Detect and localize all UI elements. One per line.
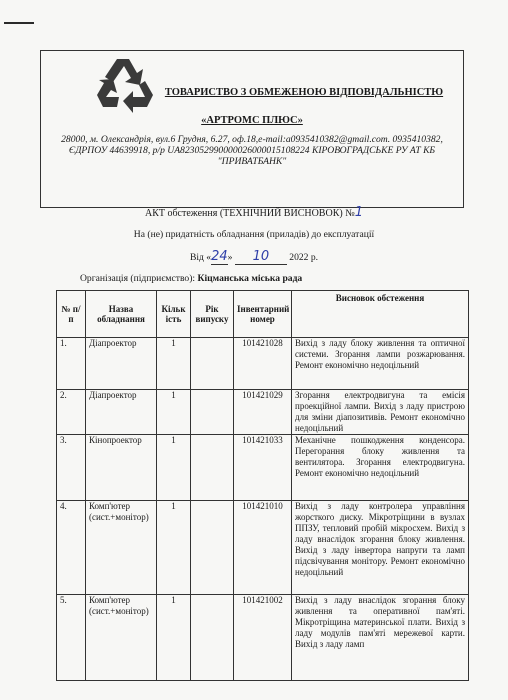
- date-from-label: Від «: [189, 252, 212, 263]
- table-row: [57, 338, 469, 390]
- date-month: 10: [235, 249, 287, 265]
- row-num: 4.: [57, 501, 86, 595]
- table-row: [57, 435, 469, 501]
- equipment-table: [56, 290, 469, 681]
- row-inventory: 101421010: [234, 501, 292, 595]
- company-name-line2: «АРТРОМС ПЛЮС»: [201, 115, 303, 126]
- header-year: Рік випуску: [191, 291, 234, 338]
- table-row: [57, 501, 469, 595]
- row-year: [191, 501, 234, 595]
- row-name: Комп'ютер (сист.+монітор): [86, 595, 157, 681]
- company-name-line1: ТОВАРИСТВО З ОБМЕЖЕНОЮ ВІДПОВІДАЛЬНІСТЮ: [164, 87, 444, 98]
- header-num: № п/п: [57, 291, 86, 338]
- row-conclusion: Згорання електродвигуна та емісія проекційної лампи. Вихід з ладу пристрою для зміни діапозитивів. Ремонт економічно недоцільний: [292, 390, 469, 435]
- scan-edge-mark: [4, 22, 34, 24]
- row-conclusion: Вихід з ладу внаслідок згорання блоку живлення та оперативної пам'яті. Мікротріщина материнської плати. Вихід з ладу модулів пам'яті мережевої карти. Вихід з ладу ламп: [292, 595, 469, 681]
- header-conclusion: Висновок обстеження: [292, 291, 469, 338]
- row-conclusion: Механічне пошкодження конденсора. Перегорання блоку живлення та вентилятора. Згорання електродвигуна. Ремонт економічно недоцільний: [292, 435, 469, 501]
- header-qty: Кільк ість: [157, 291, 191, 338]
- header-inventory: Інвентарний номер: [234, 291, 292, 338]
- act-title: [0, 205, 508, 220]
- row-num: 3.: [57, 435, 86, 501]
- row-qty: 1: [157, 390, 191, 435]
- act-subtitle: На (не) придатність обладнання (приладів) до експлуатації: [133, 229, 375, 240]
- row-name: Діапроектор: [86, 338, 157, 390]
- act-date: [0, 249, 508, 265]
- act-number: 1: [354, 205, 364, 220]
- row-inventory: 101421033: [234, 435, 292, 501]
- act-title-text: АКТ обстеження (ТЕХНІЧНИЙ ВИСНОВОК) №: [144, 208, 355, 219]
- organization-label: Організація (підприємство):: [80, 273, 196, 284]
- row-year: [191, 435, 234, 501]
- row-name: Кінопроектор: [86, 435, 157, 501]
- row-year: [191, 338, 234, 390]
- organization-name: Кіцманська міська рада: [197, 273, 303, 284]
- company-address: 28000, м. Олександрія, вул.6 Грудня, 6.27, оф.18,e-mail:a0935410382@gmail.com. 0935410382, ЄДРПОУ 44639918, р/р UA823052990000026000015108224 КІРОВОГРАДСЬКЕ РУ АТ КБ "ПРИВАТБАНК": [61, 134, 443, 167]
- organization-line: [80, 273, 302, 284]
- row-qty: 1: [157, 501, 191, 595]
- row-inventory: 101421029: [234, 390, 292, 435]
- row-name: Діапроектор: [86, 390, 157, 435]
- row-num: 5.: [57, 595, 86, 681]
- recycle-icon: [93, 55, 161, 115]
- row-num: 2.: [57, 390, 86, 435]
- row-qty: 1: [157, 435, 191, 501]
- row-inventory: 101421002: [234, 595, 292, 681]
- header-name: Назва обладнання: [86, 291, 157, 338]
- row-conclusion: Вихід з ладу блоку живлення та оптичної системи. Згорання лампи розжарювання. Ремонт економічно недоцільний: [292, 338, 469, 390]
- letterhead: [40, 50, 464, 208]
- row-year: [191, 390, 234, 435]
- table-header-row: [57, 291, 469, 338]
- row-name: Комп'ютер (сист.+монітор): [86, 501, 157, 595]
- date-year: 2022 р.: [289, 252, 319, 263]
- row-num: 1.: [57, 338, 86, 390]
- table-row: [57, 595, 469, 681]
- row-year: [191, 595, 234, 681]
- row-inventory: 101421028: [234, 338, 292, 390]
- table-row: [57, 390, 469, 435]
- row-conclusion: Вихід з ладу контролера управління жорсткого диску. Мікротріщини в вузлах ППЗУ, тепловий пробій мікросхем. Вихід з ладу внаслідок згорання блоку живлення. Вихід з ладу інвертора напруги та ламп підсвічування монітору. Ремонт економічно недоцільний: [292, 501, 469, 595]
- row-qty: 1: [157, 338, 191, 390]
- date-day: 24: [211, 249, 228, 264]
- date-mid: »: [227, 252, 233, 263]
- row-qty: 1: [157, 595, 191, 681]
